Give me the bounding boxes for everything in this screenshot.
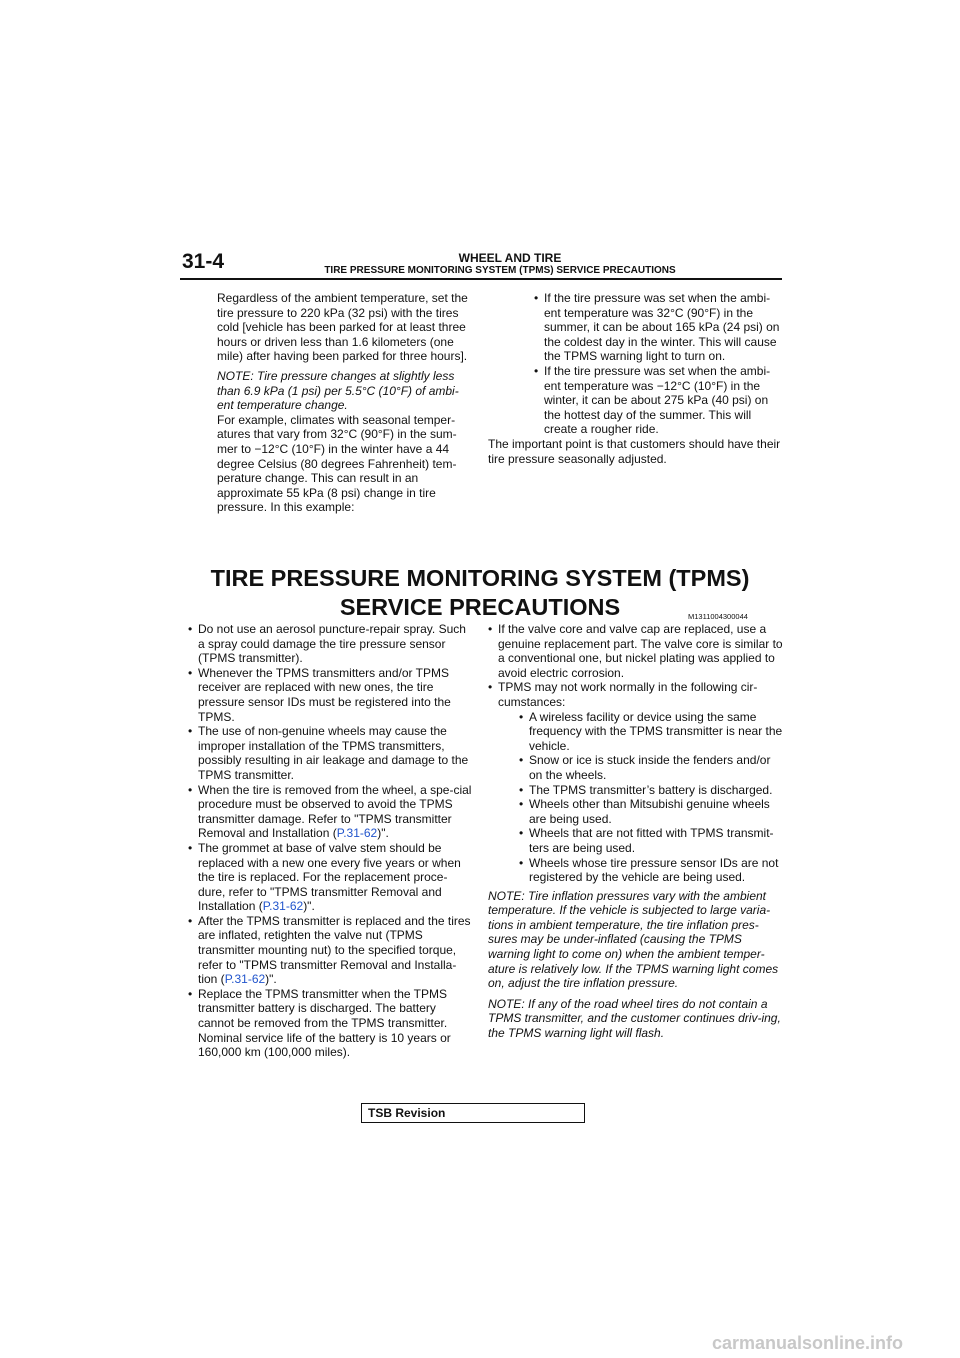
header-title: WHEEL AND TIRE xyxy=(458,251,562,265)
item-text: The grommet at base of valve stem should be replaced with a new one every five years or when the tire is replaced. For the replacement proce-dure, refer to "TPMS transmitter Removal and Installation ( xyxy=(198,840,461,914)
list-item: • Do not use an aerosol puncture-repair spray. Such a spray could damage the tire pressure sensor (TPMS transmitter). xyxy=(188,622,472,666)
list-item: • If the valve core and valve cap are replaced, use a genuine replacement part. The valve core is similar to a conventional one, but nickel plating was applied to avoid electric corrosion. xyxy=(488,622,784,680)
precautions-list xyxy=(188,622,472,1060)
item-text: )". xyxy=(377,826,389,841)
page-reference-link[interactable]: P.31-62 xyxy=(262,899,304,914)
intro-paragraph: Regardless of the ambient temperature, set the tire pressure to 220 kPa (32 psi) with the tires cold [vehicle has been parked for at least three hours or driven less than 1.6 kilometers (one mile) after having been parked for three hours]. xyxy=(217,291,468,364)
item-text: TPMS may not work normally in the following cir-cumstances: xyxy=(498,680,758,709)
intro-bullet-list xyxy=(488,291,782,437)
item-text: After the TPMS transmitter is replaced and the tires are inflated, retighten the valve nut (TPMS transmitter mounting nut) to the specified torque, refer to "TPMS transmitter Removal and Installa-tion ( xyxy=(198,913,471,987)
precautions-list xyxy=(488,622,784,885)
note-inflation: NOTE: Tire inflation pressures vary with the ambient temperature. If the vehicle is subjected to large varia-tions in ambient temperature, the tire inflation pres-sures may be under-inflated (causing the TPMS warning light to come on) when the ambient temper-ature is relatively low. If the TPMS warning light comes on, adjust the tire inflation pressure. xyxy=(488,888,779,991)
header-rule xyxy=(180,278,782,280)
section-id: M1311004300044 xyxy=(688,612,748,621)
list-item: • Wheels whose tire pressure sensor IDs are not registered by the vehicle are being used. xyxy=(519,856,784,885)
list-item: • The use of non-genuine wheels may cause the improper installation of the TPMS transmitters, possibly resulting in air leakage and damage to the TPMS transmitter. xyxy=(188,724,472,782)
section-heading: TIRE PRESSURE MONITORING SYSTEM (TPMS) SERVICE PRECAUTIONS xyxy=(210,565,750,620)
intro-closing: The important point is that customers should have their tire pressure seasonally adjusted. xyxy=(488,436,781,466)
list-item: • The TPMS transmitter’s battery is discharged. xyxy=(519,783,784,798)
precautions-left-column xyxy=(188,622,472,1060)
list-item: • Replace the TPMS transmitter when the TPMS transmitter battery is discharged. The battery cannot be removed from the TPMS transmitter. Nominal service life of the battery is 10 years or 160,000 km (100,000 miles). xyxy=(188,987,472,1060)
page-reference-link[interactable]: P.31-62 xyxy=(224,972,266,987)
intro-left-column xyxy=(217,291,472,520)
item-text: )". xyxy=(303,899,315,914)
list-item: • Wheels other than Mitsubishi genuine wheels are being used. xyxy=(519,797,784,826)
intro-right-column xyxy=(488,291,782,466)
circumstances-list xyxy=(498,710,784,885)
tsb-revision-box: TSB Revision xyxy=(361,1103,585,1123)
page-number: 31-4 xyxy=(182,250,225,273)
list-item: • Whenever the TPMS transmitters and/or TPMS receiver are replaced with new ones, the tire pressure sensor IDs must be registered into the TPMS. xyxy=(188,666,472,724)
intro-example-paragraph: For example, climates with seasonal temper-atures that vary from 32°C (90°F) in the sum-mer to −12°C (10°F) in the winter have a 44 degree Celsius (80 degrees Fahrenheit) tem-perature change. This can result in an approximate 55 kPa (8 psi) change in tire pressure. In this example: xyxy=(217,412,457,515)
list-item: • Snow or ice is stuck inside the fenders and/or on the wheels. xyxy=(519,753,784,782)
page-reference-link[interactable]: P.31-62 xyxy=(336,826,378,841)
list-item xyxy=(188,841,472,914)
note-flash: NOTE: If any of the road wheel tires do not contain a TPMS transmitter, and the customer continues driv-ing, the TPMS warning light will flash. xyxy=(488,996,781,1041)
list-item xyxy=(188,914,472,987)
item-text: )". xyxy=(265,972,277,987)
list-item: • If the tire pressure was set when the ambi-ent temperature was −12°C (10°F) in the winter, it can be about 275 kPa (40 psi) on the hottest day of the summer. This will create a rougher ride. xyxy=(534,364,782,437)
list-item xyxy=(188,783,472,841)
list-item: • A wireless facility or device using the same frequency with the TPMS transmitter is near the vehicle. xyxy=(519,710,784,754)
list-item: • If the tire pressure was set when the ambi-ent temperature was 32°C (90°F) in the summer, it can be about 165 kPa (24 psi) on the coldest day in the winter. This will cause the TPMS warning light to turn on. xyxy=(534,291,782,364)
header-subtitle: TIRE PRESSURE MONITORING SYSTEM (TPMS) SERVICE PRECAUTIONS xyxy=(324,265,676,276)
item-text: When the tire is removed from the wheel, a spe-cial procedure must be observed to avoid the TPMS transmitter damage. Refer to "TPMS transmitter Removal and Installation ( xyxy=(198,782,472,841)
list-item xyxy=(488,680,784,884)
intro-note: NOTE: Tire pressure changes at slightly less than 6.9 kPa (1 psi) per 5.5°C (10°F) of ambi-ent temperature change. xyxy=(217,368,459,413)
list-item: • Wheels that are not fitted with TPMS transmit-ters are being used. xyxy=(519,826,784,855)
watermark: carmanualsonline.info xyxy=(712,1333,904,1353)
precautions-right-column xyxy=(488,622,784,1047)
